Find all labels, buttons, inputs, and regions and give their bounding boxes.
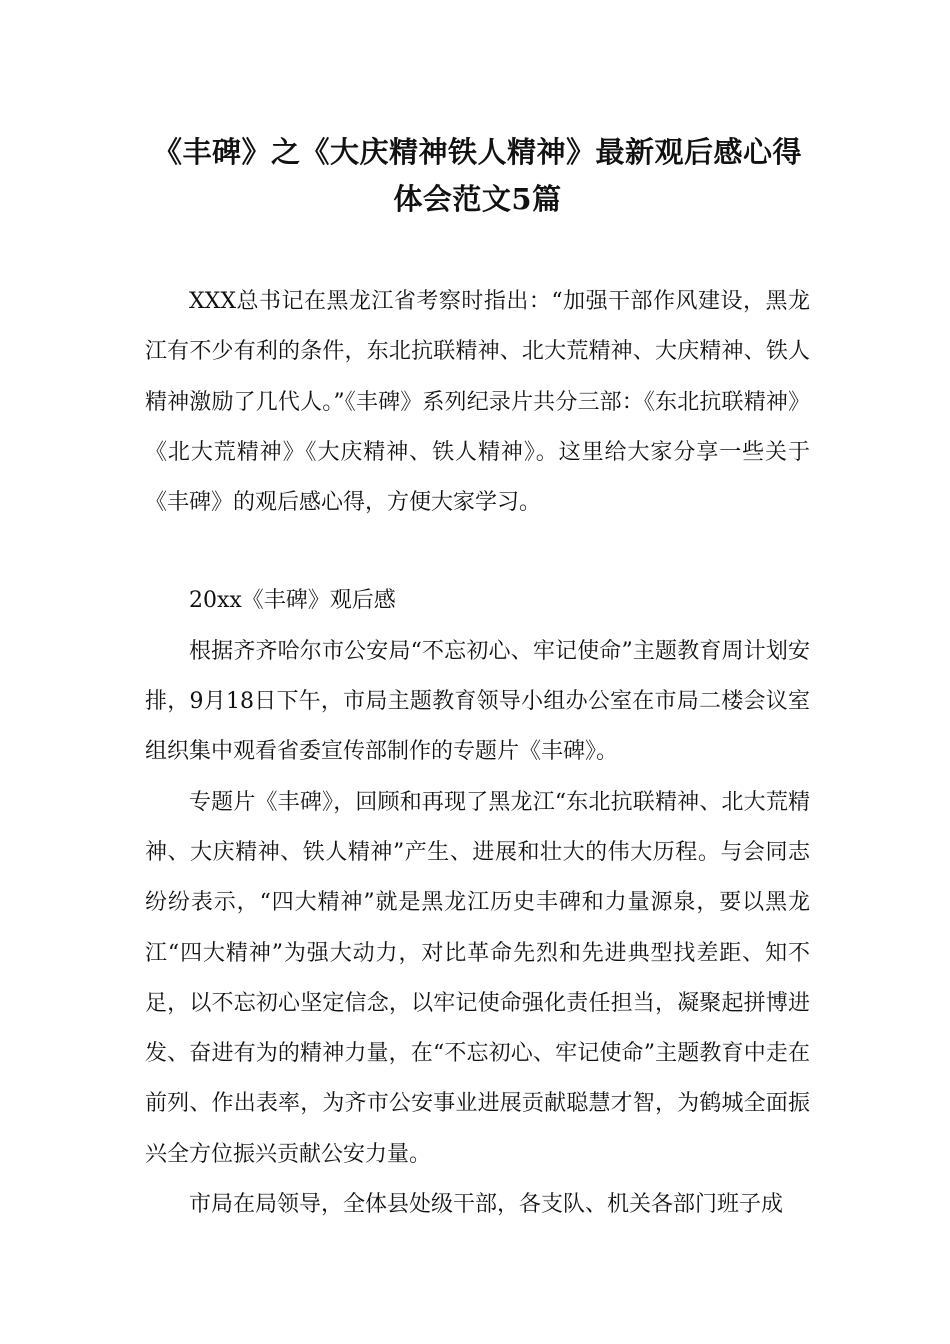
- body-paragraph-2: 专题片《丰碑》，回顾和再现了黑龙江“东北抗联精神、北大荒精神、大庆精神、铁人精神”产生、进展和壮大的伟大历程。与会同志纷纷表示，“四大精神”就是黑龙江历史丰碑和力量源泉，要以黑龙江“四大精神”为强大动力，对比革命先烈和先进典型找差距、知不足，以不忘初心坚定信念，以牢记使命强化责任担当，凝聚起拼博进发、奋进有为的精神力量，在“不忘初心、牢记使命”主题教育中走在前列、作出表率，为齐市公安事业进展贡献聪慧才智，为鹤城全面振兴全方位振兴贡献公安力量。: [145, 789, 810, 1167]
- section-heading: 20xx《丰碑》观后感: [189, 588, 396, 614]
- document-title: 《丰碑》之《大庆精神铁人精神》最新观后感心得体会范文5篇: [152, 135, 802, 216]
- document-page: [145, 0, 810, 1230]
- intro-paragraph: XXX总书记在黑龙江省考察时指出：“加强干部作风建设，黑龙江有不少有利的条件，东北抗联精神、北大荒精神、大庆精神、铁人精神激励了几代人。”《丰碑》系列纪录片共分三部：《东北抗联精神》《北大荒精神》《大庆精神、铁人精神》。这里给大家分享一些关于《丰碑》的观后感心得，方便大家学习。: [145, 289, 810, 516]
- body-paragraph-1: 根据齐齐哈尔市公安局“不忘初心、牢记使命”主题教育周计划安排，9月18日下午，市局主题教育领导小组办公室在市局二楼会议室组织集中观看省委宣传部制作的专题片《丰碑》。: [145, 638, 810, 765]
- body-paragraph-3: 市局在局领导，全体县处级干部，各支队、机关各部门班子成: [189, 1192, 784, 1218]
